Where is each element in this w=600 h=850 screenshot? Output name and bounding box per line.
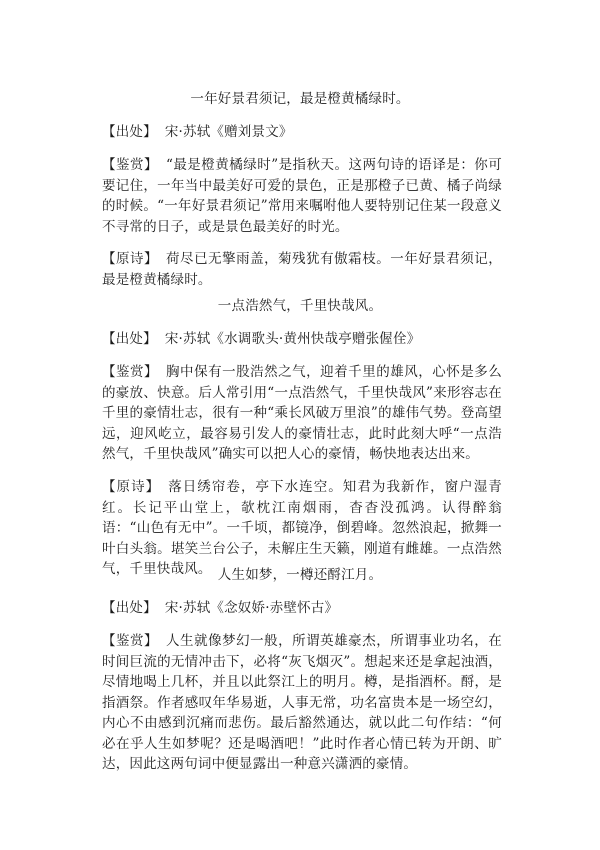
- original-label: 【原诗】: [102, 251, 159, 267]
- section-3-title: 人生如梦，一樽还酹江月。: [217, 567, 383, 583]
- source-label: 【出处】: [102, 600, 157, 616]
- section-1-title: 一年好景君须记，最是橙黄橘绿时。: [190, 91, 410, 107]
- section-1-appreciation: [102, 155, 502, 237]
- appreciation-text: 胸中保有一股浩然之气，迎着千里的雄风，心怀是多么的豪放、快意。后人常引用“一点浩然气，千里快哉风”来形容志在千里的豪情壮志，很有一种“乘长风破万里浪”的雄伟气势。登高望远，迎风屹立，最容易引发人的豪情壮志，此时此刻大呼“一点浩然气，千里快哉风”确实可以把人心的豪情，畅快地表达出来。: [102, 364, 502, 462]
- source-text: 宋·苏轼《念奴娇·赤壁怀古》: [164, 600, 339, 616]
- appreciation-label: 【鉴赏】: [102, 364, 159, 380]
- source-text: 宋·苏轼《水调歌头·黄州快哉亭赠张偓佺》: [164, 331, 421, 347]
- appreciation-label: 【鉴赏】: [102, 157, 158, 173]
- original-label: 【原诗】: [102, 479, 161, 495]
- section-2-source: [102, 329, 502, 350]
- original-text: 落日绣帘卷，亭下水连空。知君为我新作，窗户湿青红。长记平山堂上，欹枕江南烟雨，杳杳没孤鸿。认得醉翁语：“山色有无中”。一千顷，都镜净，倒碧峰。忽然浪起，掀舞一叶白头翁。堪笑兰台公子，未解庄生天籁，刚道有雌雄。一点浩然气，千里快哉风。: [102, 479, 502, 577]
- source-label: 【出处】: [102, 124, 157, 140]
- appreciation-label: 【鉴赏】: [102, 633, 159, 649]
- source-text: 宋·苏轼《赠刘景文》: [164, 124, 293, 140]
- section-3-source: [102, 598, 502, 619]
- original-text: 荷尽已无擎雨盖，菊残犹有傲霜枝。一年好景君须记，最是橙黄橘绿时。: [102, 251, 502, 288]
- section-2-appreciation: [102, 362, 502, 465]
- section-1-original: [102, 249, 502, 290]
- section-1-source: [102, 122, 502, 143]
- source-label: 【出处】: [102, 331, 157, 347]
- section-3-appreciation: [102, 631, 502, 775]
- appreciation-text: 人生就像梦幻一般，所谓英雄豪杰，所谓事业功名，在时间巨流的无情冲击下，必将“灰飞烟灭”。想起来还是拿起浊酒，尽情地喝上几杯，并且以此祭江上的明月。樽，是指酒杯。酹，是指酒祭。作者感叹年华易逝，人事无常，功名富贵本是一场空幻，内心不由感到沉痛而悲伤。最后豁然通达，就以此二句作结：“何必在乎人生如梦呢？还是喝酒吧！”此时作者心情已转为开朗、旷达，因此这两句词中便显露出一种意兴潇洒的豪情。: [102, 633, 502, 772]
- appreciation-text: “最是橙黄橘绿时”是指秋天。这两句诗的语译是：你可要记住，一年当中最美好可爱的景色，正是那橙子已黄、橘子尚绿的时候。“一年好景君须记”常用来嘱咐他人要特别记住某一段意义不寻常的日子，或是景色最美好的时光。: [102, 157, 502, 235]
- section-2-title: 一点浩然气，千里快哉风。: [217, 298, 383, 314]
